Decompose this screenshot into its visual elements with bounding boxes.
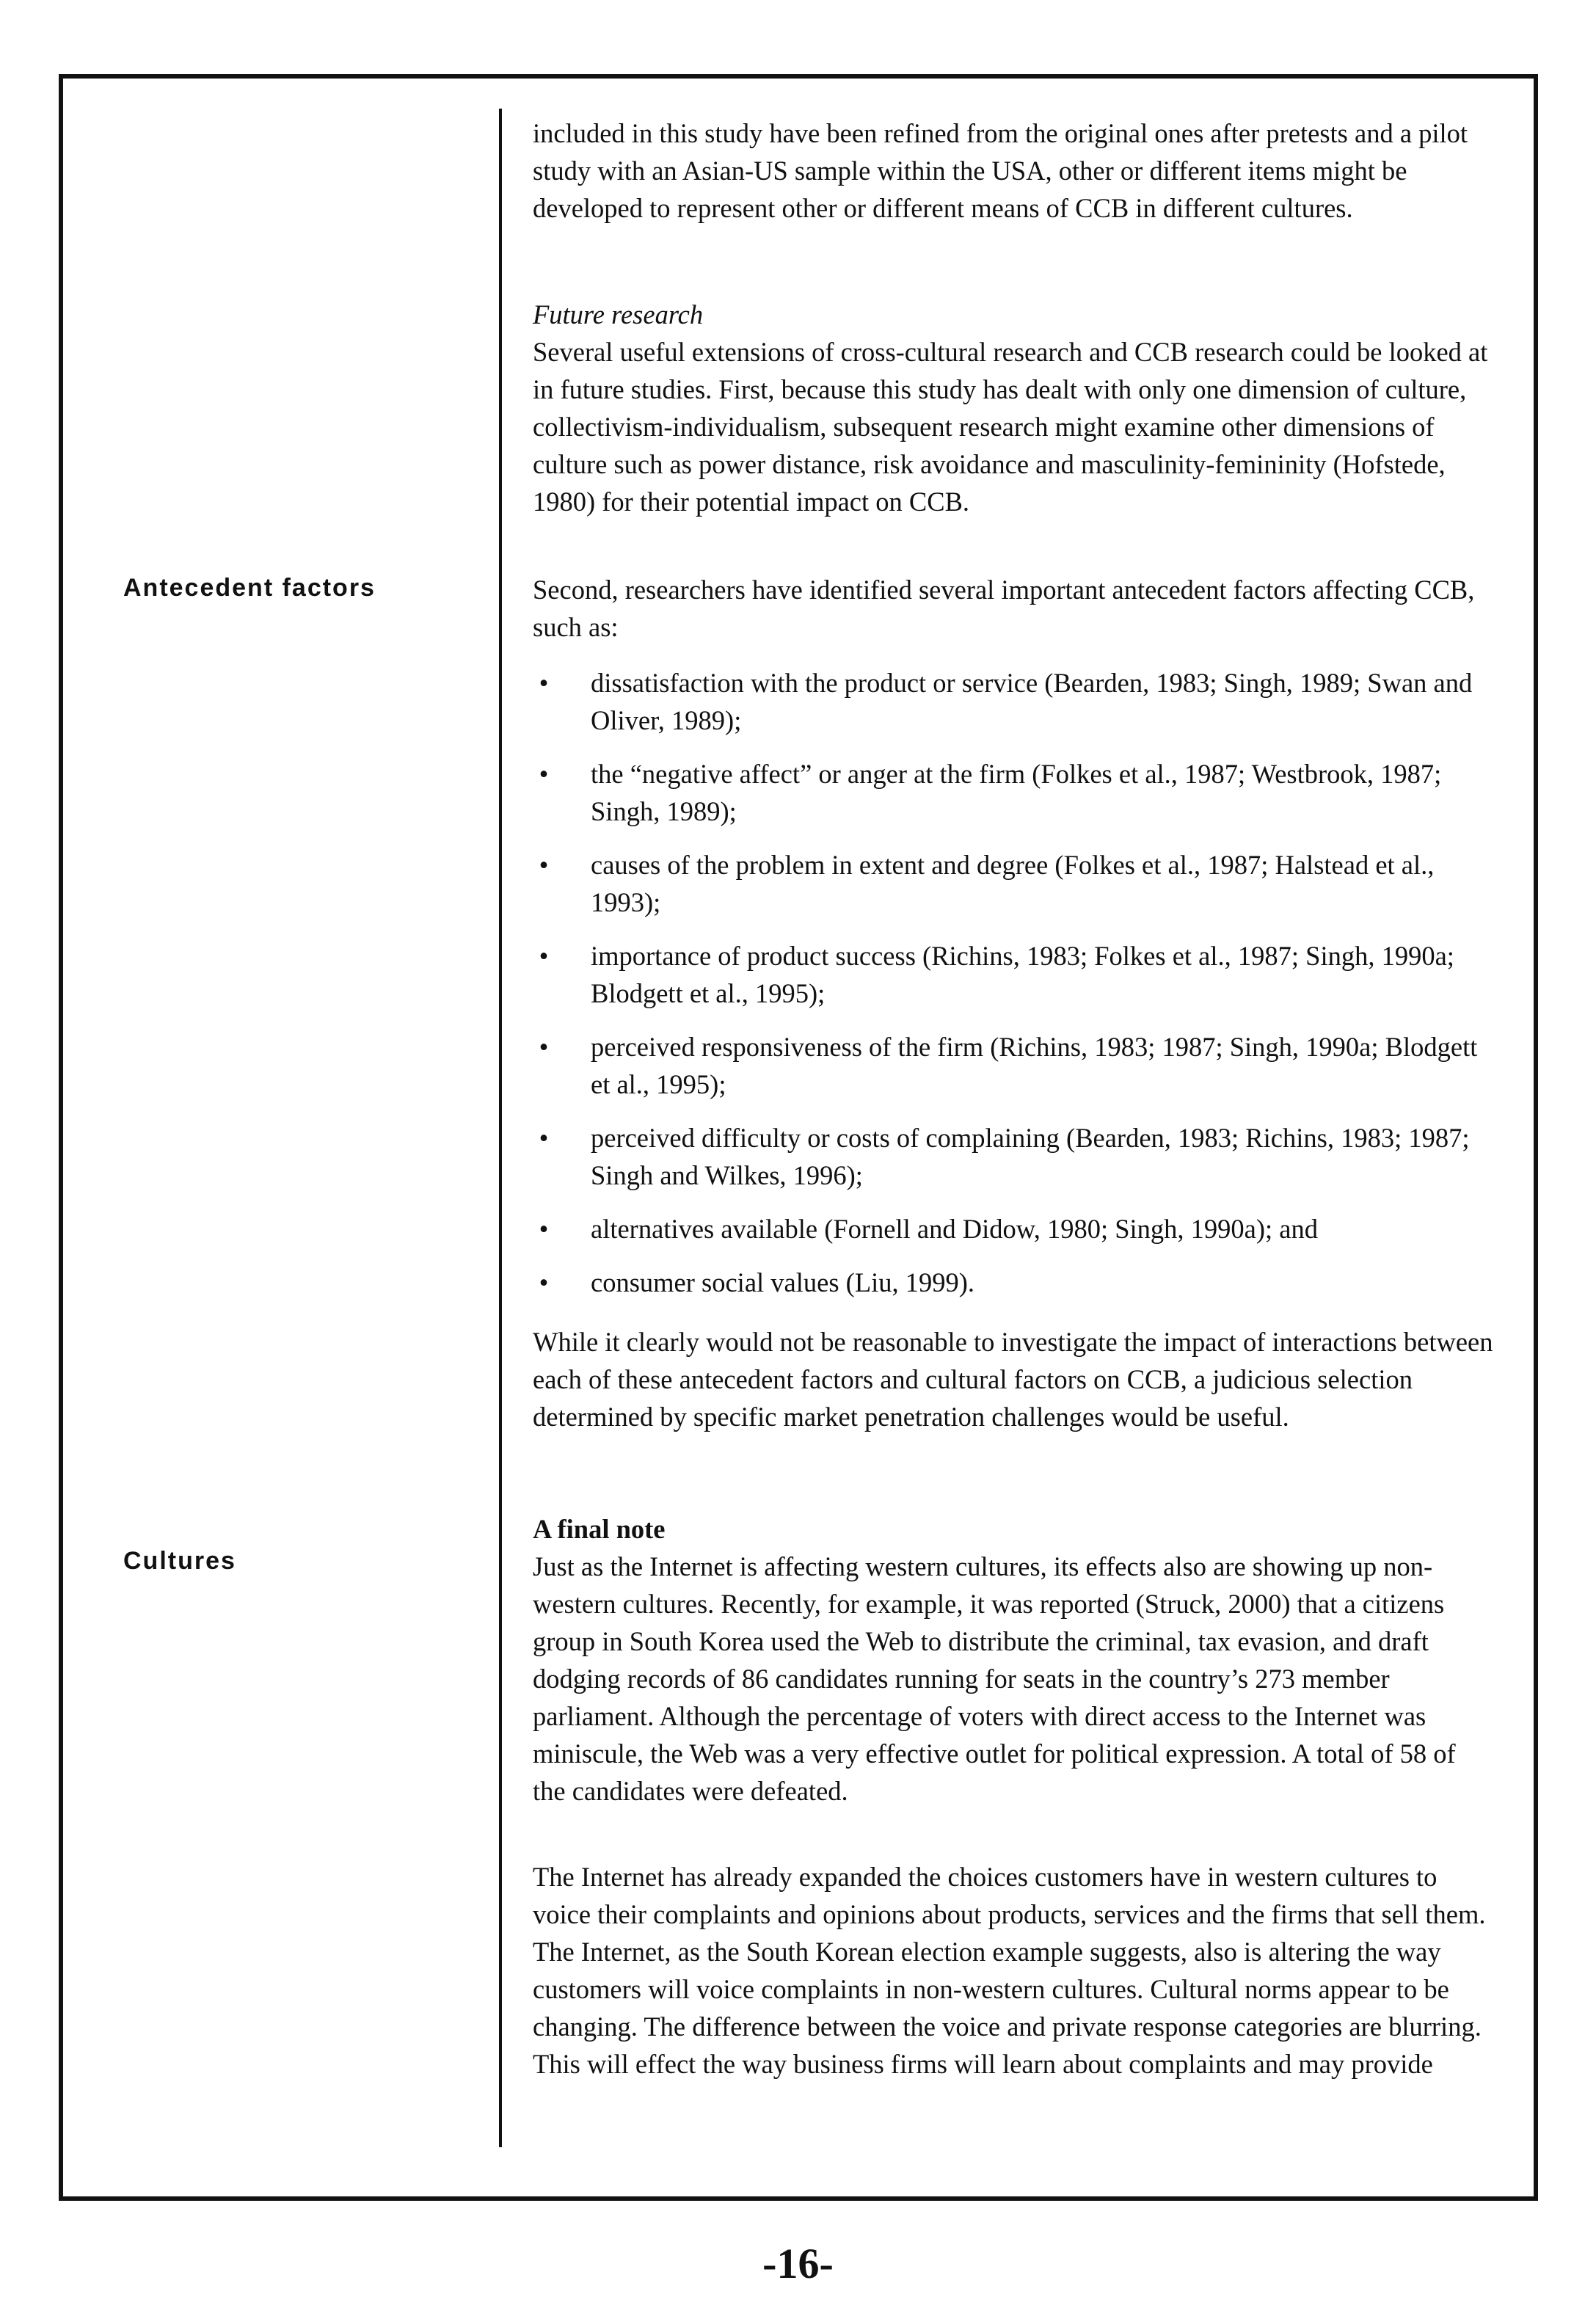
final-note-text: Just as the Internet is affecting western cultures, its effects also are showing up non-western cultures. Recently, for example, it was reported (Struck, 2000) that a citizens group in South Korea used the Web to distribute the criminal, tax evasion, and draft dodging records of 86 candidates running for seats in the country’s 273 member parliament. Although the percentage of voters with direct access to the Internet was miniscule, the Web was a very effective outlet for political expression. A total of 58 of the candidates were defeated. [533, 1551, 1456, 1806]
final-note-section [533, 1510, 1494, 1810]
list-item [533, 1264, 1494, 1301]
list-item-text: perceived difficulty or costs of complaining (Bearden, 1983; Richins, 1983; 1987; Singh and Wilkes, 1996); [591, 1123, 1470, 1190]
second-paragraph [533, 571, 1494, 646]
bullet: • [539, 850, 549, 880]
list-item-text: dissatisfaction with the product or service (Bearden, 1983; Singh, 1989; Swan and Oliver, 1989); [591, 668, 1473, 735]
list-item-text: importance of product success (Richins, 1983; Folkes et al., 1987; Singh, 1990a; Blodgett et al., 1995); [591, 941, 1454, 1008]
margin-note-cultures: Cultures [123, 1547, 236, 1575]
intro-paragraph [533, 114, 1494, 227]
list-item-text: causes of the problem in extent and degree (Folkes et al., 1987; Halstead et al., 1993); [591, 850, 1435, 917]
list-item [533, 1119, 1494, 1194]
while-paragraph [533, 1323, 1494, 1435]
future-research-heading: Future research [533, 299, 704, 329]
list-item-text: the “negative affect” or anger at the firm (Folkes et al., 1987; Westbrook, 1987; Singh, 1989); [591, 759, 1442, 826]
internet-text: The Internet has already expanded the choices customers have in western cultures to voice their complaints and opinions about products, services and the firms that sell them. The Internet, as the South Korean election example suggests, also is altering the way customers will voice complaints in non-western cultures. Cultural norms appear to be changing. The difference between the voice and private response categories are blurring. This will effect the way business firms will learn about complaints and may provide [533, 1862, 1486, 2079]
bullet: • [539, 1123, 549, 1153]
bullet: • [539, 1267, 549, 1297]
list-item [533, 846, 1494, 921]
internet-paragraph [533, 1858, 1494, 2083]
list-item [533, 755, 1494, 830]
intro-text: included in this study have been refined from the original ones after pretests and a pilot study with an Asian-US sample within the USA, other or different items might be developed to represent other or different means of CCB in different cultures. [533, 118, 1468, 223]
margin-note-antecedent-factors: Antecedent factors [123, 574, 376, 602]
bullet: • [539, 1032, 549, 1062]
bullet: • [539, 1214, 549, 1244]
list-item [533, 664, 1494, 739]
page-number: -16- [762, 2240, 834, 2287]
list-item [533, 1210, 1494, 1248]
final-note-heading: A final note [533, 1514, 666, 1544]
future-research-section [533, 296, 1494, 520]
list-item-text: perceived responsiveness of the firm (Richins, 1983; 1987; Singh, 1990a; Blodgett et al., 1995); [591, 1032, 1478, 1099]
list-item [533, 937, 1494, 1012]
bullet: • [539, 759, 549, 789]
future-research-text: Several useful extensions of cross-cultural research and CCB research could be looked at in future studies. First, because this study has dealt with only one dimension of culture, collectivism-individualism, subsequent research might examine other dimensions of culture such as power distance, risk avoidance and masculinity-femininity (Hofstede, 1980) for their potential impact on CCB. [533, 337, 1488, 517]
list-item [533, 1028, 1494, 1103]
antecedent-factors-list [533, 664, 1494, 1317]
second-text: Second, researchers have identified several important antecedent factors affecting CCB, such as: [533, 575, 1475, 642]
while-text: While it clearly would not be reasonable to investigate the impact of interactions between each of these antecedent factors and cultural factors on CCB, a judicious selection determined by specific market penetration challenges would be useful. [533, 1327, 1493, 1432]
bullet: • [539, 941, 549, 971]
list-item-text: alternatives available (Fornell and Didow, 1980; Singh, 1990a); and [591, 1214, 1319, 1244]
column-rule [499, 109, 502, 2147]
bullet: • [539, 668, 549, 698]
list-item-text: consumer social values (Liu, 1999). [591, 1267, 975, 1297]
